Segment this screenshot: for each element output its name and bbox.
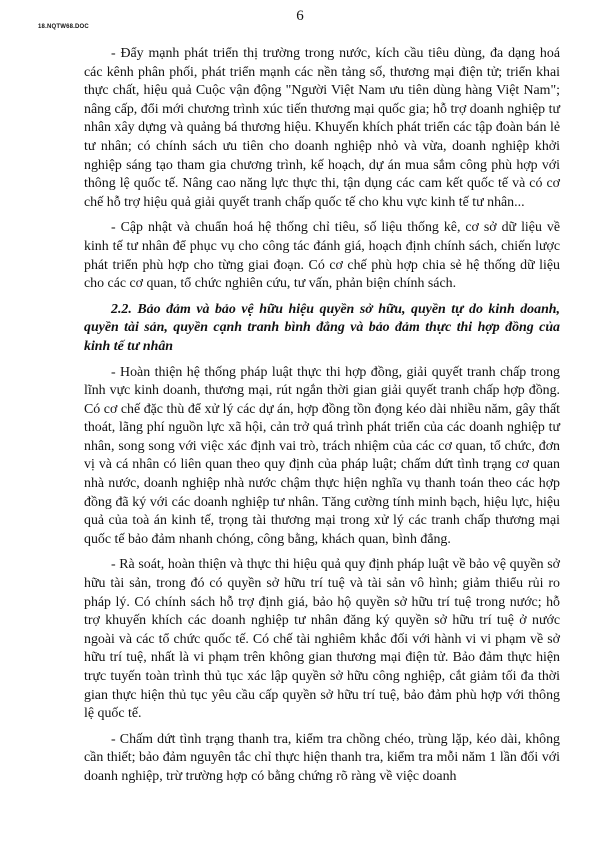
paragraph-inspection: - Chấm dứt tình trạng thanh tra, kiểm tra chồng chéo, trùng lặp, kéo dài, không cần thiết; bảo đảm nguyên tắc chỉ thực hiện thanh tra, kiểm tra mỗi năm 1 lần đối với doanh nghiệp, trừ trường hợp có bằng chứng rõ ràng về việc doanh	[84, 731, 560, 784]
paragraph-domestic-market: - Đẩy mạnh phát triển thị trường trong nước, kích cầu tiêu dùng, đa dạng hoá các kênh phân phối, phát triển mạnh các nền tảng số, thương mại điện tử; triển khai thực chất, hiệu quả Cuộc vận động "Người Việt Nam ưu tiên dùng hàng Việt Nam"; nâng cấp, đổi mới chương trình xúc tiến thương mại quốc gia; hỗ trợ doanh nghiệp tư nhân xây dựng và quảng bá thương hiệu. Khuyến khích phát triển các tập đoàn bán lẻ tư nhân; có chính sách ưu tiên cho doanh nghiệp nhỏ và vừa, doanh nghiệp khởi nghiệp sáng tạo tham gia chương trình, kế hoạch, dự án mua sắm công phù hợp với thông lệ quốc tế. Nâng cao năng lực thực thi, tận dụng các cam kết quốc tế và có cơ chế hỗ trợ hiệu quả giải quyết tranh chấp quốc tế cho khu vực kinh tế tư nhân...	[84, 46, 560, 210]
page-number: 6	[296, 8, 304, 24]
paragraph-statistics-data: - Cập nhật và chuẩn hoá hệ thống chỉ tiêu, số liệu thống kê, cơ sở dữ liệu về kinh tế tư nhân để phục vụ cho công tác đánh giá, hoạch định chính sách, chiến lược phát triển phù hợp cho từng giai đoạn. Có cơ chế phù hợp chia sẻ hệ thống dữ liệu cho các cơ quan, tổ chức nghiên cứu, tư vấn, phản biện chính sách.	[84, 220, 560, 292]
document-body	[84, 45, 560, 787]
document-code: 18.NQTW68.DOC	[38, 24, 89, 30]
paragraph-contract-enforcement: - Hoàn thiện hệ thống pháp luật thực thi hợp đồng, giải quyết tranh chấp trong lĩnh vực kinh doanh, thương mại, rút ngắn thời gian giải quyết tranh chấp hợp đồng. Có cơ chế đặc thù để xử lý các dự án, hợp đồng tồn đọng kéo dài nhiều năm, gây thất thoát, lãng phí nguồn lực xã hội, cản trở quá trình phát triển của các doanh nghiệp tư nhân, song song với việc xác định vai trò, trách nhiệm của các cơ quan, tổ chức, đơn vị và cá nhân có liên quan theo quy định của pháp luật; chấm dứt tình trạng cơ quan nhà nước, doanh nghiệp nhà nước chậm thực hiện nghĩa vụ thanh toán theo các hợp đồng đã ký với các doanh nghiệp tư nhân. Tăng cường tính minh bạch, hiệu lực, hiệu quả của toà án kinh tế, trọng tài thương mại trong xử lý các tranh chấp thương mại quốc tế bảo đảm nhanh chóng, công bằng, khách quan, bình đẳng.	[84, 364, 560, 547]
paragraph-intellectual-property: - Rà soát, hoàn thiện và thực thi hiệu quả quy định pháp luật về bảo vệ quyền sở hữu tài sản, trong đó có quyền sở hữu trí tuệ và tài sản vô hình; giảm thiểu rủi ro pháp lý. Có chính sách hỗ trợ định giá, bảo hộ quyền sở hữu trí tuệ trong nước; hỗ trợ khuyến khích các doanh nghiệp tư nhân đăng ký quyền sở hữu trí tuệ ở nước ngoài và các tổ chức quốc tế. Có chế tài nghiêm khắc đối với hành vi vi phạm về sở hữu trí tuệ, nhất là vi phạm trên không gian thương mại điện tử. Bảo đảm thực hiện trực tuyến toàn trình thủ tục xác lập quyền sở hữu công nghiệp, cắt giảm tối đa thời gian thực hiện thủ tục yêu cầu cấp quyền sở hữu trí tuệ, bảo đảm phù hợp với thông lệ quốc tế.	[84, 557, 560, 722]
section-heading-2-2: 2.2. Bảo đảm và bảo vệ hữu hiệu quyền sở hữu, quyền tự do kinh doanh, quyền tài sản, quyền cạnh tranh bình đẳng và bảo đảm thực thi hợp đồng của kinh tế tư nhân	[84, 301, 560, 354]
